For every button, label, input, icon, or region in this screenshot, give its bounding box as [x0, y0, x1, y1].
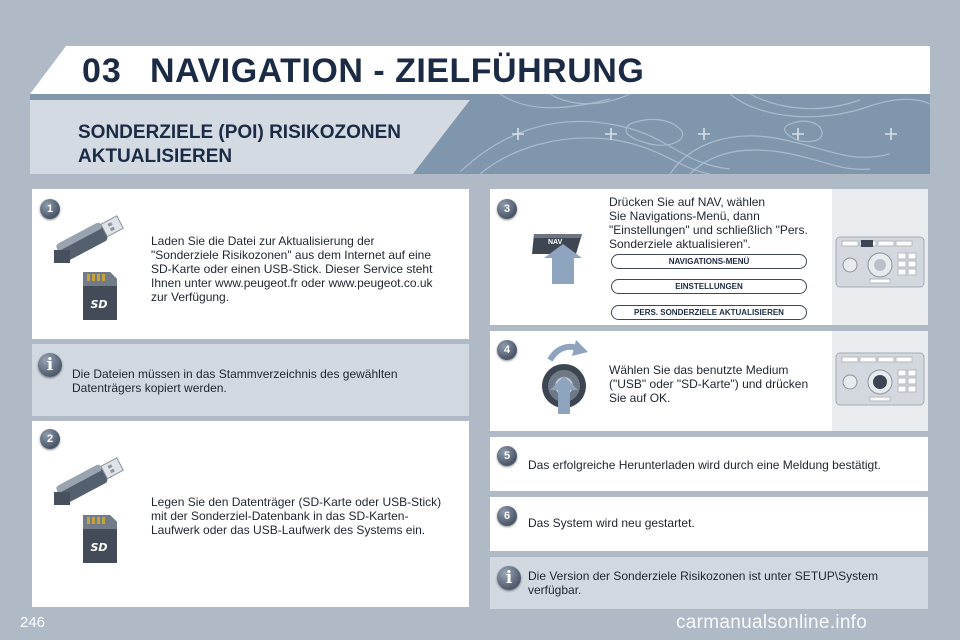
step-5-badge: 5 — [497, 446, 517, 466]
step-2-text: Legen Sie den Datenträger (SD-Karte oder USB-Stick) mit der Sonderziel-Datenbank in das SD-Karten- Laufwerk oder das USB-Laufwerk des Systems ein. — [151, 495, 442, 537]
radio-unit-thumbnail — [832, 331, 928, 431]
info-icon: i — [38, 353, 62, 377]
watermark: carmanualsonline.info — [676, 612, 868, 633]
sd-card-logo: SD — [90, 541, 108, 554]
step-5-text: Das erfolgreiche Herunterladen wird durch eine Meldung bestätigt. — [528, 458, 881, 472]
usb-stick-icon — [50, 206, 130, 266]
sd-card-icon — [80, 513, 120, 565]
sd-card-logo: SD — [90, 298, 108, 311]
usb-stick-icon — [50, 448, 130, 508]
info-note-1-text: Die Dateien müssen in das Stammverzeichnis des gewählten Datenträgers kopiert werden. — [72, 367, 398, 395]
menu-einstellungen: EINSTELLUNGEN — [611, 279, 807, 294]
step-4-text: Wählen Sie das benutzte Medium ("USB" oder "SD-Karte") und drücken Sie auf OK. — [609, 363, 809, 405]
menu-pers-sonderziele-aktualisieren: PERS. SONDERZIELE AKTUALISIEREN — [611, 305, 807, 320]
nav-button-illustration — [530, 226, 594, 290]
nav-button-label: NAV — [548, 239, 563, 246]
sd-card-icon — [80, 270, 120, 322]
step-6-text: Das System wird neu gestartet. — [528, 516, 695, 530]
chapter-number: 03 — [82, 52, 122, 90]
step-1-text: Laden Sie die Datei zur Aktualisierung der "Sonderziele Risikozonen" aus dem Internet auf eine SD-Karte oder einen USB-Stick. Dieser Service steht Ihnen unter www.peugeot.fr oder www.peugeot.co.uk zur Verfügung. — [151, 234, 433, 304]
step-3-badge: 3 — [497, 199, 517, 219]
menu-navigations-menu: NAVIGATIONS-MENÜ — [611, 254, 807, 269]
info-icon: i — [497, 566, 521, 590]
step-1-badge: 1 — [40, 199, 60, 219]
section-title-line-2: AKTUALISIEREN — [78, 146, 233, 167]
page-title: NAVIGATION - ZIELFÜHRUNG — [150, 52, 645, 90]
page-number: 246 — [20, 614, 46, 631]
section-title-line-1: SONDERZIELE (POI) RISIKOZONEN — [78, 122, 402, 143]
step-3-text: Drücken Sie auf NAV, wählen Sie Navigations-Menü, dann "Einstellungen" und schließlich "Pers. Sonderziele aktualisieren". — [609, 195, 808, 251]
step-6-badge: 6 — [497, 506, 517, 526]
step-4-badge: 4 — [497, 340, 517, 360]
info-note-2-text: Die Version der Sonderziele Risikozonen ist unter SETUP\System verfügbar. — [528, 569, 879, 597]
step-2-badge: 2 — [40, 429, 60, 449]
rotary-ok-knob-illustration — [532, 336, 612, 422]
radio-unit-thumbnail — [832, 189, 928, 325]
